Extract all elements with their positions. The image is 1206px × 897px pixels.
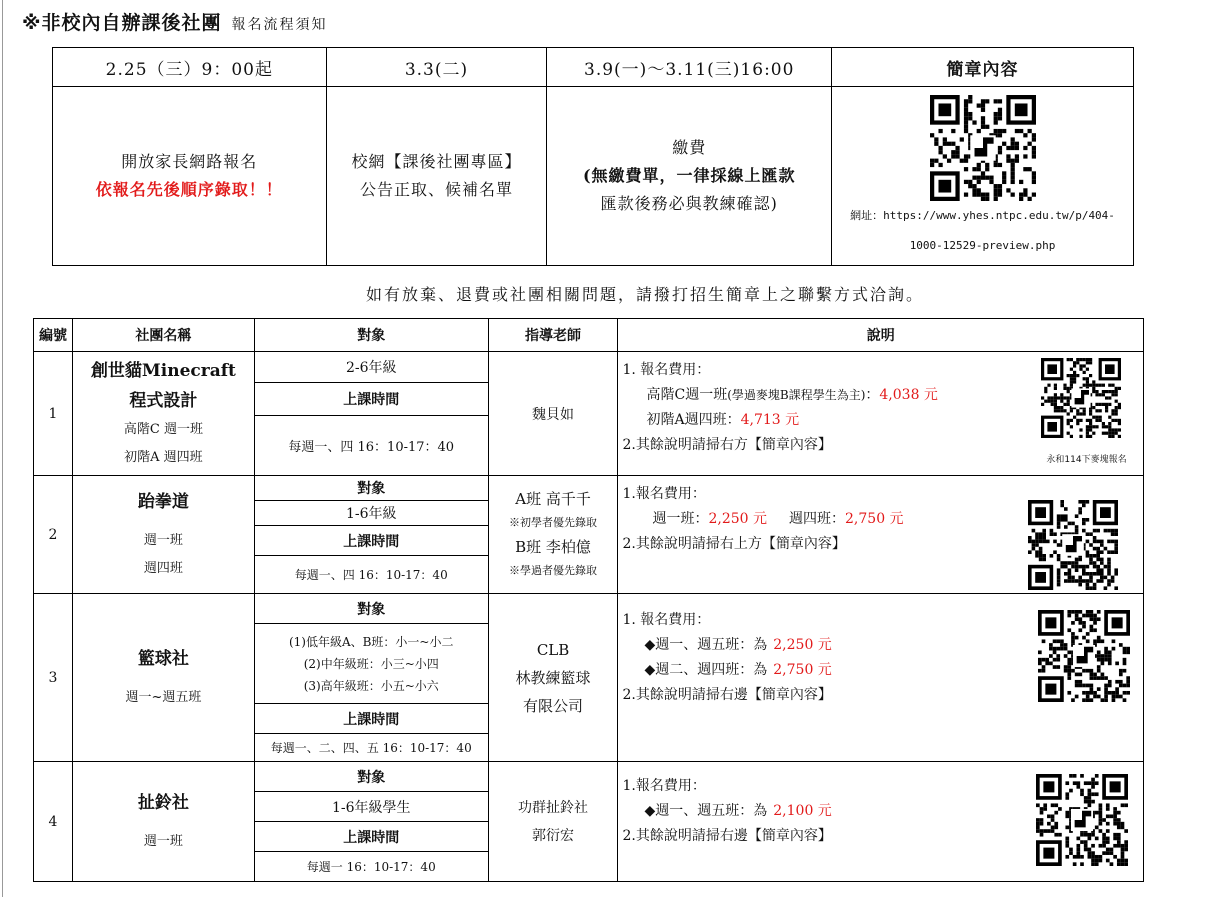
qr-code-icon[interactable] <box>1038 610 1130 702</box>
row1-number: 1 <box>34 352 73 476</box>
flow-step-1-header: 2.25（三）9：00起 <box>53 48 327 87</box>
row4-club-name <box>72 762 254 882</box>
row1-name-line1: 創世貓Minecraft <box>90 360 236 381</box>
flow-step-4-header: 簡章內容 <box>832 48 1134 87</box>
row3-target-1: (1)低年級A、B班：小一~小二 <box>288 634 454 649</box>
row3-target-3: (3)高年級班：小五~小六 <box>303 678 439 693</box>
row3-teacher-line2: 林教練籃球 <box>515 668 591 687</box>
row4-target: 1-6年級學生 <box>254 792 488 822</box>
row3-price-tue-thu: 2,750 元 <box>773 662 832 678</box>
flow-step-1 <box>53 87 327 266</box>
row4-number: 4 <box>34 762 73 882</box>
row4-name: 扯鈴社 <box>137 792 189 813</box>
row3-teacher-line1: CLB <box>536 640 570 659</box>
row3-club-name <box>72 594 254 762</box>
flow-step-3-line1: 繳費 <box>672 138 707 157</box>
row2-note-b: ※學過者優先錄取 <box>509 563 598 577</box>
row1-time: 每週一、四 16：10-17：40 <box>254 416 488 476</box>
flow-step-3-header: 3.9(一)～3.11(三)16:00 <box>547 48 832 87</box>
row1-group2: 初階A 週四班 <box>124 449 203 465</box>
row2-group1: 週一班 <box>143 532 183 548</box>
flow-step-3 <box>547 87 832 266</box>
row2-teacher-a: A班 高千千 <box>515 489 591 508</box>
row3-teacher-line3: 有限公司 <box>523 696 584 715</box>
row4-fee-title: 1.報名費用： <box>622 778 706 794</box>
row4-more-info: 2.其餘說明請掃右邊【簡章內容】 <box>622 828 832 844</box>
qr-caption: 永和114下麥塊報名 <box>1046 455 1127 465</box>
flow-step-2-header: 3.3(二) <box>326 48 547 87</box>
flow-step-2-line1: 校網【課後社團專區】 <box>351 152 522 171</box>
row2-target: 1-6年級 <box>254 501 488 526</box>
row1-group1: 高階C 週一班 <box>123 421 203 437</box>
row2-more-info: 2.其餘說明請掃右上方【簡章內容】 <box>622 536 846 552</box>
row3-more-info: 2.其餘說明請掃右邊【簡章內容】 <box>622 687 832 703</box>
row1-class-c: 高階C週一班 <box>646 387 728 403</box>
row3-class-tue-thu: ◆週二、週四班：為 <box>644 662 768 678</box>
title-main: ※非校內自辦課後社團 <box>22 12 222 34</box>
qr-code-icon[interactable] <box>1041 358 1131 438</box>
row3-target-label: 對象 <box>254 594 488 624</box>
row3-price-mon-fri: 2,250 元 <box>773 637 832 653</box>
row3-time: 每週一、二、四、五 16：10-17：40 <box>254 734 488 762</box>
row3-time-label: 上課時間 <box>254 704 488 734</box>
row2-club-name <box>72 476 254 594</box>
row2-price-thu: 2,750 元 <box>845 511 904 527</box>
row2-note-a: ※初學者優先錄取 <box>509 515 598 529</box>
row2-name: 跆拳道 <box>137 491 189 512</box>
flow-step-4 <box>832 87 1134 266</box>
row1-teacher: 魏貝如 <box>488 352 618 476</box>
row1-name-line2: 程式設計 <box>129 390 198 411</box>
header-teacher: 指導老師 <box>488 319 618 352</box>
registration-flow-table <box>52 47 1134 266</box>
row1-target: 2-6年級 <box>254 352 488 383</box>
row2-time-label: 上課時間 <box>254 526 488 556</box>
brochure-url-line2[interactable]: 1000-12529-preview.php <box>909 239 1056 252</box>
row4-teacher-line1: 功群扯鈴社 <box>518 799 589 816</box>
title-sub: 報名流程須知 <box>231 17 328 33</box>
flow-step-3-line2: (無繳費單，一律採線上匯款 <box>582 166 796 185</box>
row3-name: 籃球社 <box>137 648 189 669</box>
row2-description <box>618 476 1144 594</box>
flow-step-1-text: 開放家長網路報名 <box>121 152 258 171</box>
row2-fee-title: 1.報名費用： <box>622 486 706 502</box>
flow-step-2-line2: 公告正取、候補名單 <box>359 180 513 199</box>
qr-code-icon[interactable] <box>930 95 1036 201</box>
row4-time-label: 上課時間 <box>254 822 488 852</box>
club-table <box>33 318 1144 882</box>
row3-description <box>618 594 1144 762</box>
brochure-url-line1[interactable]: 網址：https://www.yhes.ntpc.edu.tw/p/404- <box>850 209 1115 222</box>
flow-step-2 <box>326 87 547 266</box>
row4-teacher <box>488 762 618 882</box>
row4-description <box>618 762 1144 882</box>
row2-teacher <box>488 476 618 594</box>
row2-target-label: 對象 <box>254 476 488 501</box>
row4-price: 2,100 元 <box>773 803 832 819</box>
flow-step-3-line3: 匯款後務必與教練確認) <box>600 194 778 213</box>
row3-target <box>254 624 488 704</box>
row4-class-mon-fri: ◆週一、週五班：為 <box>644 803 768 819</box>
row4-group1: 週一班 <box>143 833 183 849</box>
notice-text: 如有放棄、退費或社團相關問題，請撥打招生簡章上之聯繫方式洽詢。 <box>366 285 925 304</box>
row2-teacher-b: B班 李柏億 <box>515 537 591 556</box>
row2-number: 2 <box>34 476 73 594</box>
row3-group1: 週一~週五班 <box>125 689 202 705</box>
header-description: 說明 <box>618 319 1144 352</box>
row2-time: 每週一、四 16：10-17：40 <box>254 556 488 594</box>
row4-target-label: 對象 <box>254 762 488 792</box>
row1-colon: ： <box>865 387 880 403</box>
row4-teacher-line2: 郭衍宏 <box>532 827 575 844</box>
row1-class-a: 初階A週四班： <box>646 412 741 428</box>
header-target: 對象 <box>254 319 488 352</box>
row2-class-thu: 週四班： <box>789 511 846 527</box>
row1-club-name <box>72 352 254 476</box>
row3-number: 3 <box>34 594 73 762</box>
row1-more-info: 2.其餘說明請掃右方【簡章內容】 <box>622 437 832 453</box>
row2-price-mon: 2,250 元 <box>708 511 768 527</box>
qr-code-icon[interactable] <box>1036 774 1128 866</box>
qr-code-icon[interactable] <box>1028 500 1123 590</box>
flow-step-1-warning: 依報名先後順序錄取！！ <box>95 180 283 199</box>
row1-time-label: 上課時間 <box>254 383 488 416</box>
row4-time: 每週一 16：10-17：40 <box>254 852 488 882</box>
row1-fee-title: 1. 報名費用： <box>622 362 711 378</box>
row3-target-2: (2)中年級班：小三~小四 <box>303 656 439 671</box>
header-number: 編號 <box>34 319 73 352</box>
row3-class-mon-fri: ◆週一、週五班：為 <box>644 637 768 653</box>
page-edge <box>2 0 3 897</box>
row1-class-c-note: (學過麥塊B課程學生為主) <box>727 388 866 402</box>
page-title <box>22 8 327 35</box>
row1-description <box>618 352 1144 476</box>
row3-fee-title: 1. 報名費用： <box>622 612 711 628</box>
row3-teacher <box>488 594 618 762</box>
header-club-name: 社團名稱 <box>72 319 254 352</box>
row1-price-c: 4,038 元 <box>879 387 938 403</box>
row2-group2: 週四班 <box>143 560 183 576</box>
row2-class-mon: 週一班： <box>652 511 709 527</box>
row1-price-a: 4,713 元 <box>740 412 800 428</box>
